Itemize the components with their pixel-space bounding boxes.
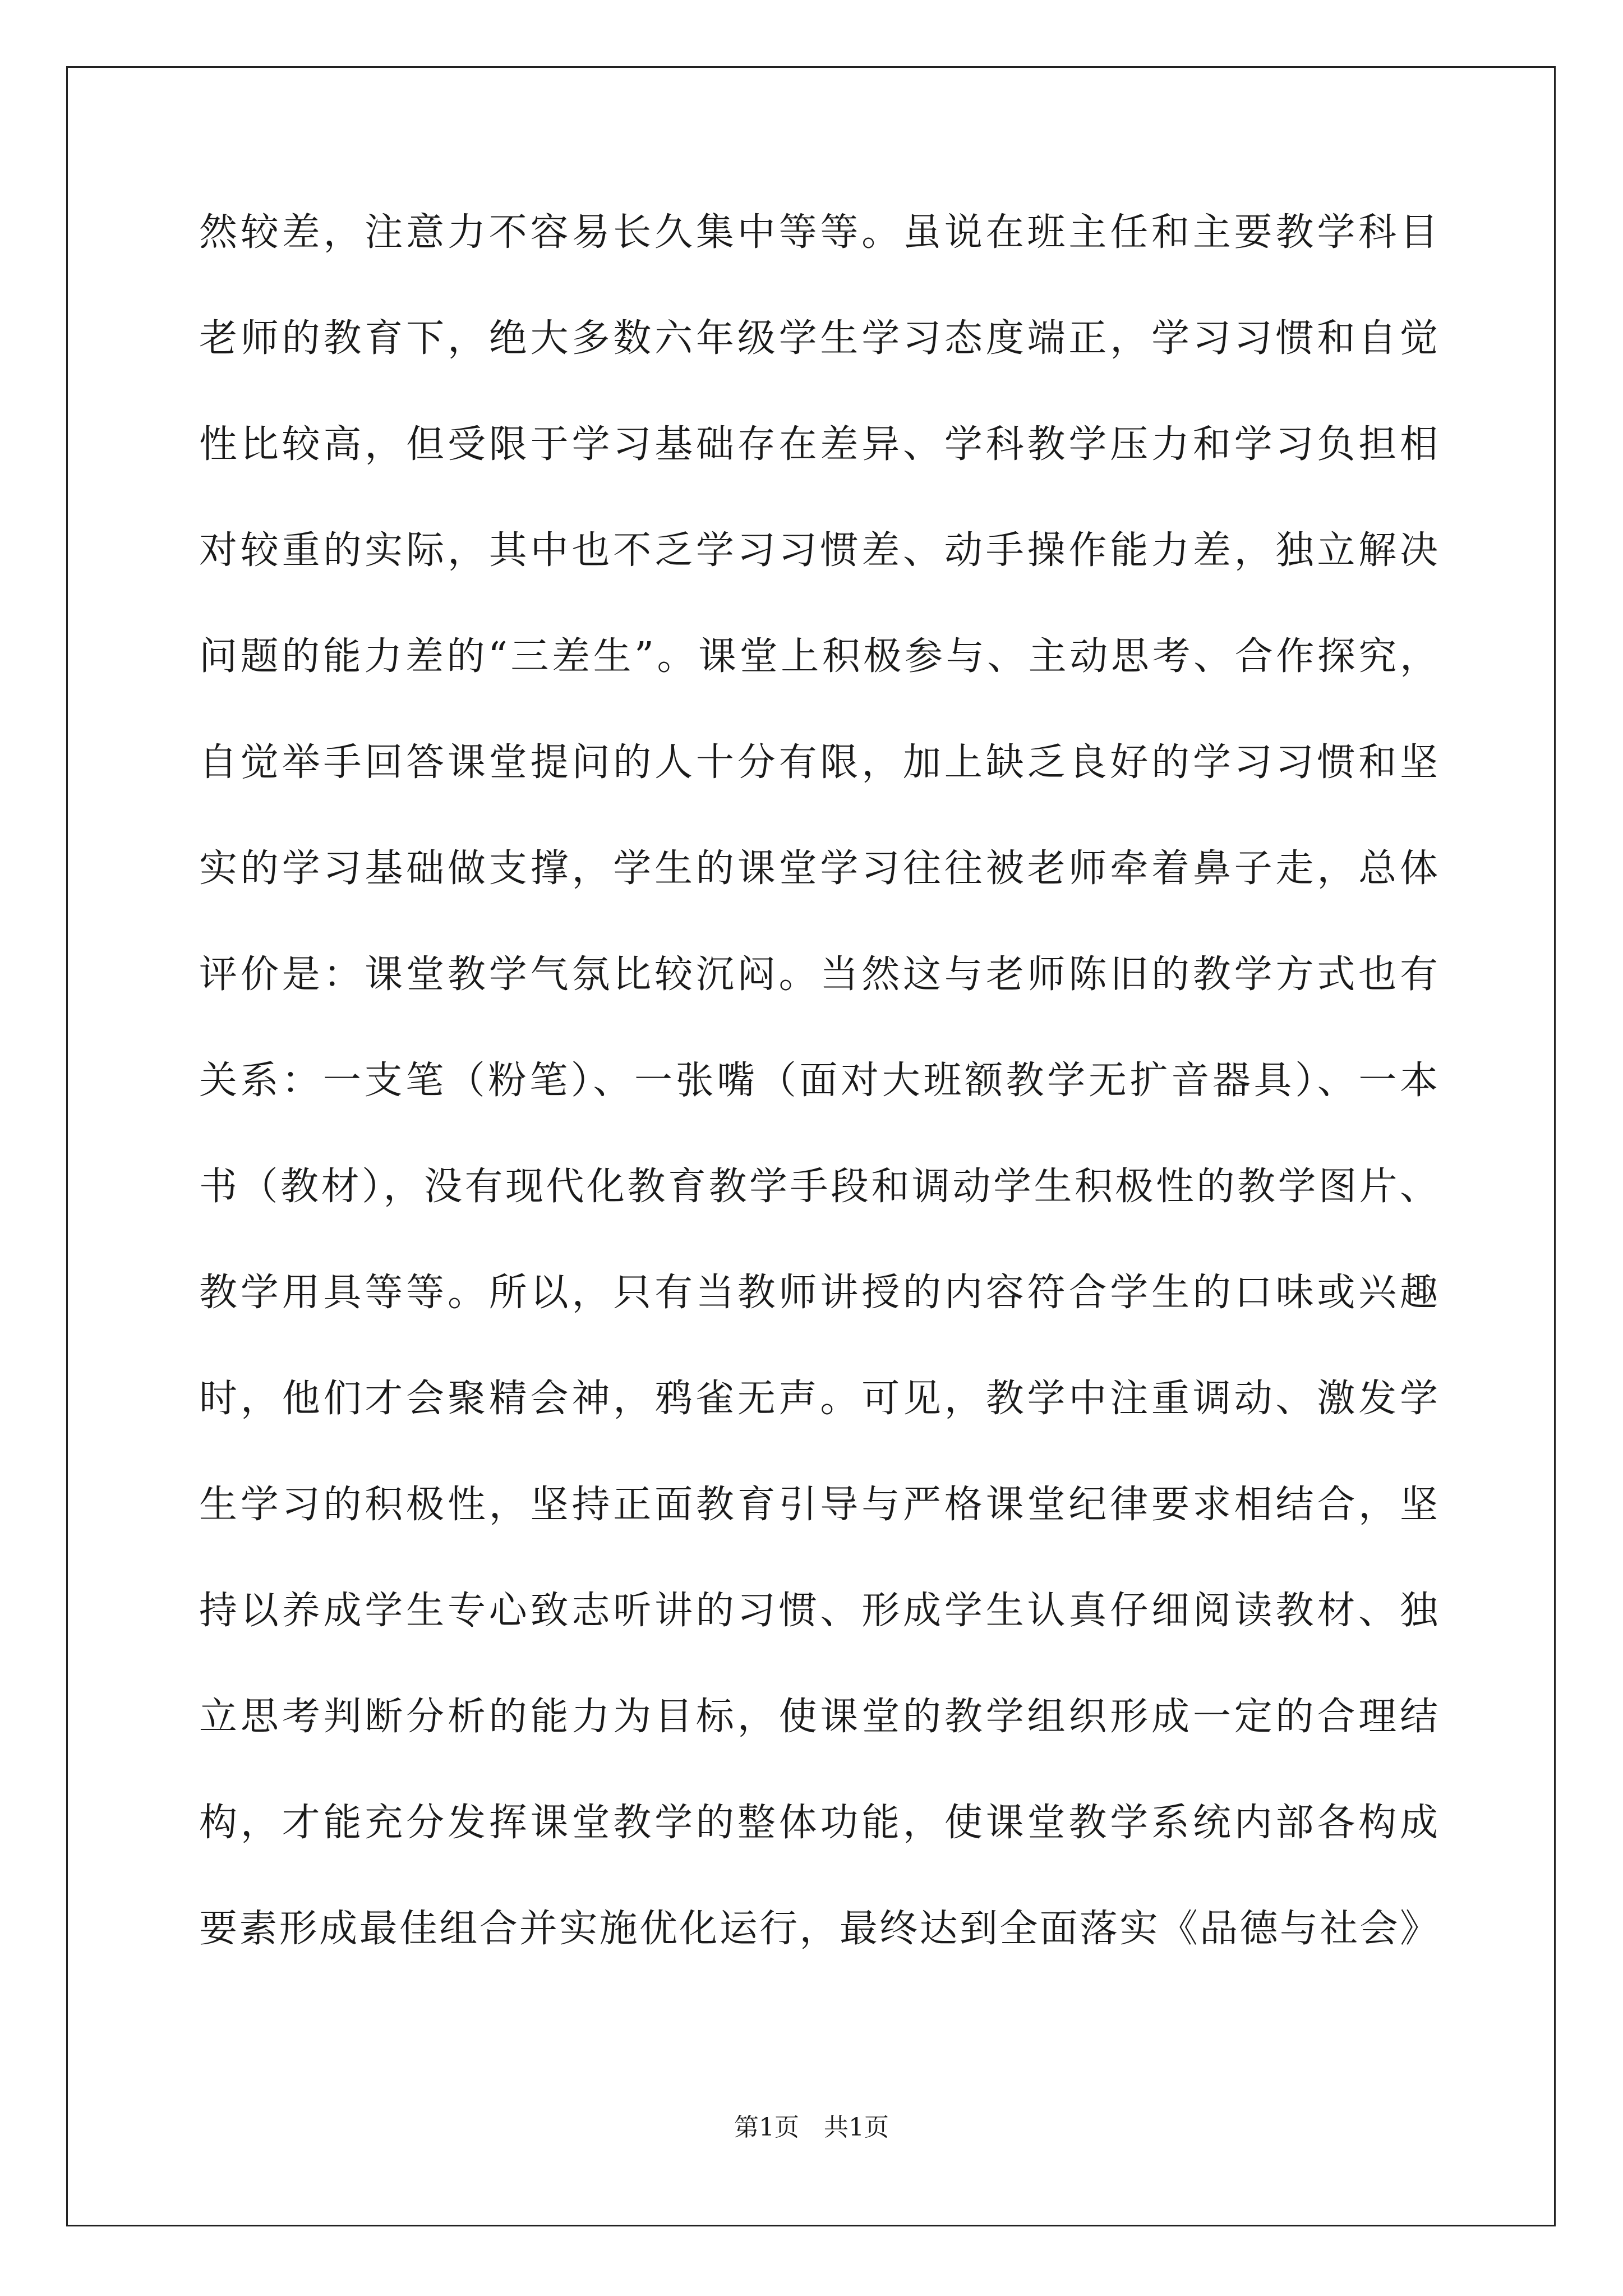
page-footer: 第1页 共1页 [734, 2113, 889, 2142]
text-line: 对较重的实际，其中也不乏学习习惯差、动手操作能力差，独立解决 [199, 528, 1438, 573]
text-line: 立思考判断分析的能力为目标，使课堂的教学组织形成一定的合理结 [199, 1695, 1438, 1739]
text-line: 构，才能充分发挥课堂教学的整体功能，使课堂教学系统内部各构成 [199, 1801, 1438, 1845]
body-paragraph [199, 210, 1438, 2016]
text-line: 生学习的积极性，坚持正面教育引导与严格课堂纪律要求相结合，坚 [199, 1483, 1438, 1527]
text-line: 性比较高，但受限于学习基础存在差异、学科教学压力和学习负担相 [199, 422, 1438, 467]
text-line: 评价是：课堂教学气氛比较沉闷。当然这与老师陈旧的教学方式也有 [199, 953, 1438, 997]
text-line: 要素形成最佳组合并实施优化运行，最终达到全面落实《品德与社会》 [199, 1907, 1438, 1951]
text-line: 自觉举手回答课堂提问的人十分有限，加上缺乏良好的学习习惯和坚 [199, 740, 1438, 785]
text-line: 时，他们才会聚精会神，鸦雀无声。可见，教学中注重调动、激发学 [199, 1377, 1438, 1421]
text-line: 教学用具等等。所以，只有当教师讲授的内容符合学生的口味或兴趣 [199, 1271, 1438, 1315]
text-line: 然较差，注意力不容易长久集中等等。虽说在班主任和主要教学科目 [199, 210, 1438, 255]
text-line: 实的学习基础做支撑，学生的课堂学习往往被老师牵着鼻子走，总体 [199, 846, 1438, 891]
text-line: 问题的能力差的“三差生”。课堂上积极参与、主动思考、合作探究， [199, 634, 1438, 679]
text-line: 持以养成学生专心致志听讲的习惯、形成学生认真仔细阅读教材、独 [199, 1589, 1438, 1633]
text-line: 书（教材），没有现代化教育教学手段和调动学生积极性的教学图片、 [199, 1165, 1438, 1209]
text-line: 关系：一支笔（粉笔）、一张嘴（面对大班额教学无扩音器具）、一本 [199, 1059, 1438, 1103]
text-line: 老师的教育下，绝大多数六年级学生学习态度端正，学习习惯和自觉 [199, 316, 1438, 361]
